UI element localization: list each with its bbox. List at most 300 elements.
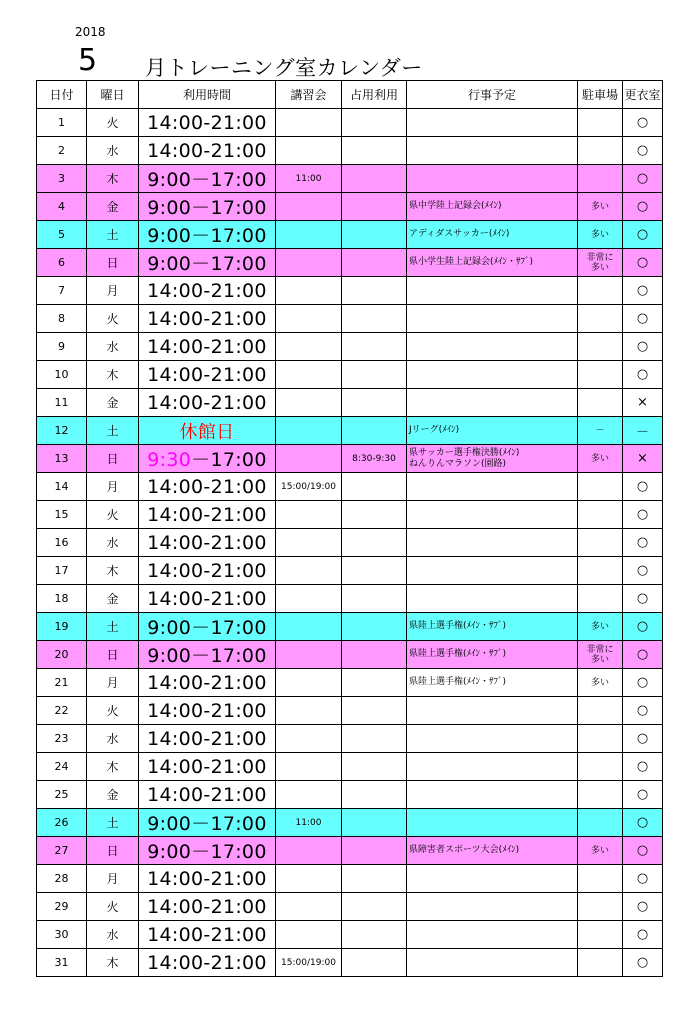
hours-cell: 9:00－17:00	[139, 809, 276, 837]
date-cell: 14	[37, 473, 87, 501]
parking-cell: －	[578, 417, 623, 445]
locker-cell: ○	[623, 949, 663, 977]
page-title: 月トレーニング室カレンダー	[145, 56, 423, 80]
event-cell	[407, 809, 578, 837]
lecture-cell	[276, 865, 342, 893]
locker-cell: ○	[623, 669, 663, 697]
hours-cell: 14:00-21:00	[139, 333, 276, 361]
locker-cell: ○	[623, 193, 663, 221]
locker-cell: ○	[623, 837, 663, 865]
date-cell: 6	[37, 249, 87, 277]
table-row	[37, 921, 663, 949]
occupied-cell	[342, 109, 407, 137]
hours-cell: 9:00－17:00	[139, 193, 276, 221]
parking-cell	[578, 585, 623, 613]
date-cell: 25	[37, 781, 87, 809]
table-row	[37, 305, 663, 333]
lecture-cell: 15:00/19:00	[276, 473, 342, 501]
event-cell	[407, 501, 578, 529]
locker-cell: ○	[623, 697, 663, 725]
event-cell	[407, 249, 578, 277]
date-cell: 5	[37, 221, 87, 249]
locker-cell: ○	[623, 613, 663, 641]
col-date: 日付	[37, 81, 87, 109]
table-row	[37, 529, 663, 557]
date-cell: 2	[37, 137, 87, 165]
hours-cell: 9:00－17:00	[139, 165, 276, 193]
date-cell: 19	[37, 613, 87, 641]
closed-label: 休館日	[179, 421, 235, 443]
occupied-cell	[342, 613, 407, 641]
weekday-cell: 火	[87, 893, 139, 921]
table-row	[37, 389, 663, 417]
locker-cell: ○	[623, 781, 663, 809]
locker-cell: ○	[623, 921, 663, 949]
event-text: 県小学生陸上記録会(ﾒｲﾝ・ｻﾌﾞ)	[409, 257, 534, 267]
occupied-cell	[342, 277, 407, 305]
weekday-cell: 木	[87, 165, 139, 193]
table-row	[37, 669, 663, 697]
parking-cell: 多い	[578, 837, 623, 865]
year-label: 2018	[75, 25, 106, 39]
occupied-cell	[342, 473, 407, 501]
hours-end: －17:00	[191, 449, 267, 471]
hours-cell	[139, 417, 276, 445]
event-cell	[407, 333, 578, 361]
occupied-cell	[342, 697, 407, 725]
lecture-cell	[276, 109, 342, 137]
occupied-cell	[342, 137, 407, 165]
hours-cell: 9:00－17:00	[139, 613, 276, 641]
weekday-cell: 日	[87, 837, 139, 865]
weekday-cell: 水	[87, 137, 139, 165]
hours-cell: 14:00-21:00	[139, 109, 276, 137]
lecture-cell: 11:00	[276, 809, 342, 837]
lecture-cell	[276, 501, 342, 529]
occupied-cell	[342, 165, 407, 193]
locker-cell: ○	[623, 893, 663, 921]
table-row	[37, 809, 663, 837]
weekday-cell: 金	[87, 389, 139, 417]
parking-cell	[578, 893, 623, 921]
table-row	[37, 165, 663, 193]
col-hours: 利用時間	[139, 81, 276, 109]
month-number: 5	[78, 43, 98, 78]
occupied-cell: 8:30-9:30	[342, 445, 407, 473]
table-row	[37, 557, 663, 585]
event-text: 県陸上選手権(ﾒｲﾝ・ｻﾌﾞ)	[409, 677, 507, 687]
event-text: 県陸上選手権(ﾒｲﾝ・ｻﾌﾞ)	[409, 621, 507, 631]
table-row	[37, 613, 663, 641]
weekday-cell: 月	[87, 865, 139, 893]
event-cell	[407, 753, 578, 781]
event-cell	[407, 949, 578, 977]
table-row	[37, 753, 663, 781]
col-lecture: 講習会	[276, 81, 342, 109]
parking-cell	[578, 921, 623, 949]
parking-cell	[578, 501, 623, 529]
weekday-cell: 水	[87, 725, 139, 753]
parking-cell: 多い	[578, 445, 623, 473]
weekday-cell: 日	[87, 641, 139, 669]
parking-cell	[578, 753, 623, 781]
table-row	[37, 725, 663, 753]
table-row	[37, 697, 663, 725]
date-cell: 12	[37, 417, 87, 445]
event-cell	[407, 697, 578, 725]
calendar-table	[36, 80, 663, 977]
lecture-cell	[276, 641, 342, 669]
parking-cell: 非常に 多い	[578, 641, 623, 669]
lecture-cell	[276, 669, 342, 697]
locker-cell: ×	[623, 389, 663, 417]
table-row	[37, 193, 663, 221]
lecture-cell: 15:00/19:00	[276, 949, 342, 977]
event-text: アディダスサッカー(ﾒｲﾝ)	[409, 229, 510, 239]
parking-cell	[578, 949, 623, 977]
occupied-cell	[342, 865, 407, 893]
locker-cell: ○	[623, 809, 663, 837]
parking-cell	[578, 361, 623, 389]
lecture-cell	[276, 753, 342, 781]
locker-cell: ○	[623, 725, 663, 753]
parking-cell: 非常に 多い	[578, 249, 623, 277]
weekday-cell: 火	[87, 501, 139, 529]
locker-cell: ○	[623, 277, 663, 305]
table-row	[37, 137, 663, 165]
occupied-cell	[342, 585, 407, 613]
lecture-cell	[276, 221, 342, 249]
hours-cell: 9:00－17:00	[139, 221, 276, 249]
table-row	[37, 949, 663, 977]
weekday-cell: 木	[87, 361, 139, 389]
lecture-cell	[276, 277, 342, 305]
event-cell	[407, 529, 578, 557]
occupied-cell	[342, 781, 407, 809]
hours-cell: 9:00－17:00	[139, 641, 276, 669]
hours-cell: 14:00-21:00	[139, 697, 276, 725]
weekday-cell: 月	[87, 669, 139, 697]
occupied-cell	[342, 193, 407, 221]
event-cell	[407, 921, 578, 949]
lecture-cell	[276, 305, 342, 333]
parking-cell: 多い	[578, 193, 623, 221]
occupied-cell	[342, 557, 407, 585]
locker-cell: ○	[623, 865, 663, 893]
occupied-cell	[342, 893, 407, 921]
lecture-cell	[276, 529, 342, 557]
table-row	[37, 473, 663, 501]
event-cell	[407, 893, 578, 921]
lecture-cell	[276, 585, 342, 613]
date-cell: 24	[37, 753, 87, 781]
occupied-cell	[342, 809, 407, 837]
table-row	[37, 361, 663, 389]
event-cell	[407, 725, 578, 753]
weekday-cell: 火	[87, 697, 139, 725]
lecture-cell	[276, 893, 342, 921]
date-cell: 18	[37, 585, 87, 613]
weekday-cell: 金	[87, 781, 139, 809]
parking-cell	[578, 137, 623, 165]
weekday-cell: 日	[87, 249, 139, 277]
lecture-cell	[276, 193, 342, 221]
weekday-cell: 水	[87, 333, 139, 361]
hours-start-highlight: 9:30	[147, 449, 192, 471]
hours-cell: 14:00-21:00	[139, 557, 276, 585]
weekday-cell: 火	[87, 109, 139, 137]
weekday-cell: 木	[87, 949, 139, 977]
lecture-cell	[276, 333, 342, 361]
event-cell	[407, 193, 578, 221]
hours-cell: 14:00-21:00	[139, 781, 276, 809]
date-cell: 10	[37, 361, 87, 389]
table-row	[37, 249, 663, 277]
lecture-cell	[276, 725, 342, 753]
lecture-cell	[276, 613, 342, 641]
hours-cell: 14:00-21:00	[139, 501, 276, 529]
date-cell: 21	[37, 669, 87, 697]
locker-cell: ○	[623, 361, 663, 389]
occupied-cell	[342, 669, 407, 697]
date-cell: 29	[37, 893, 87, 921]
locker-cell: ○	[623, 557, 663, 585]
lecture-cell	[276, 361, 342, 389]
weekday-cell: 火	[87, 305, 139, 333]
event-cell	[407, 641, 578, 669]
weekday-cell: 水	[87, 529, 139, 557]
table-row	[37, 501, 663, 529]
table-row	[37, 333, 663, 361]
hours-cell: 14:00-21:00	[139, 529, 276, 557]
parking-cell	[578, 697, 623, 725]
hours-cell: 9:00－17:00	[139, 249, 276, 277]
hours-cell: 14:00-21:00	[139, 669, 276, 697]
weekday-cell: 土	[87, 221, 139, 249]
col-event: 行事予定	[407, 81, 578, 109]
hours-cell: 14:00-21:00	[139, 725, 276, 753]
hours-cell: 14:00-21:00	[139, 277, 276, 305]
event-text: 県サッカー選手権決勝(ﾒｲﾝ)	[409, 447, 520, 458]
date-cell: 3	[37, 165, 87, 193]
hours-cell: 14:00-21:00	[139, 585, 276, 613]
event-cell	[407, 781, 578, 809]
date-cell: 15	[37, 501, 87, 529]
locker-cell: ○	[623, 305, 663, 333]
weekday-cell: 土	[87, 613, 139, 641]
parking-cell: 多い	[578, 669, 623, 697]
date-cell: 4	[37, 193, 87, 221]
hours-cell: 14:00-21:00	[139, 137, 276, 165]
date-cell: 11	[37, 389, 87, 417]
parking-cell	[578, 557, 623, 585]
event-cell	[407, 585, 578, 613]
locker-cell: ○	[623, 333, 663, 361]
locker-cell: ○	[623, 109, 663, 137]
parking-cell	[578, 389, 623, 417]
hours-cell: 14:00-21:00	[139, 893, 276, 921]
locker-cell: ○	[623, 221, 663, 249]
locker-cell: ○	[623, 137, 663, 165]
event-cell	[407, 613, 578, 641]
locker-cell: －	[623, 417, 663, 445]
lecture-cell	[276, 837, 342, 865]
locker-cell: ○	[623, 249, 663, 277]
table-row	[37, 641, 663, 669]
event-cell	[407, 445, 578, 473]
hours-cell: 14:00-21:00	[139, 865, 276, 893]
weekday-cell: 金	[87, 585, 139, 613]
date-cell: 8	[37, 305, 87, 333]
event-cell	[407, 865, 578, 893]
lecture-cell	[276, 557, 342, 585]
event-text: 県中学陸上記録会(ﾒｲﾝ)	[409, 201, 502, 211]
lecture-cell: 11:00	[276, 165, 342, 193]
table-row	[37, 893, 663, 921]
date-cell: 22	[37, 697, 87, 725]
parking-cell	[578, 165, 623, 193]
event-cell	[407, 277, 578, 305]
event-cell	[407, 389, 578, 417]
occupied-cell	[342, 949, 407, 977]
lecture-cell	[276, 921, 342, 949]
occupied-cell	[342, 417, 407, 445]
lecture-cell	[276, 445, 342, 473]
col-locker: 更衣室	[623, 81, 663, 109]
locker-cell: ○	[623, 529, 663, 557]
occupied-cell	[342, 921, 407, 949]
weekday-cell: 月	[87, 473, 139, 501]
occupied-cell	[342, 389, 407, 417]
col-occupied: 占用利用	[342, 81, 407, 109]
date-cell: 31	[37, 949, 87, 977]
locker-cell: ○	[623, 753, 663, 781]
table-row	[37, 221, 663, 249]
table-row	[37, 585, 663, 613]
weekday-cell: 日	[87, 445, 139, 473]
locker-cell: ○	[623, 165, 663, 193]
hours-cell: 9:00－17:00	[139, 837, 276, 865]
occupied-cell	[342, 725, 407, 753]
parking-cell	[578, 725, 623, 753]
parking-cell	[578, 473, 623, 501]
event-cell	[407, 137, 578, 165]
date-cell: 16	[37, 529, 87, 557]
weekday-cell: 土	[87, 809, 139, 837]
date-cell: 9	[37, 333, 87, 361]
table-row	[37, 781, 663, 809]
lecture-cell	[276, 389, 342, 417]
event-cell	[407, 417, 578, 445]
parking-cell	[578, 109, 623, 137]
event-cell	[407, 557, 578, 585]
weekday-cell: 土	[87, 417, 139, 445]
lecture-cell	[276, 249, 342, 277]
event-cell	[407, 837, 578, 865]
locker-cell: ○	[623, 641, 663, 669]
event-text-secondary: ねんりんマラソン(園路)	[409, 458, 507, 469]
lecture-cell	[276, 781, 342, 809]
parking-cell	[578, 865, 623, 893]
event-text: Jリーグ(ﾒｲﾝ)	[409, 425, 460, 435]
date-cell: 26	[37, 809, 87, 837]
parking-cell	[578, 781, 623, 809]
col-weekday: 曜日	[87, 81, 139, 109]
locker-cell: ○	[623, 473, 663, 501]
table-row	[37, 445, 663, 473]
hours-cell: 14:00-21:00	[139, 473, 276, 501]
date-cell: 17	[37, 557, 87, 585]
event-cell	[407, 109, 578, 137]
occupied-cell	[342, 501, 407, 529]
parking-cell	[578, 333, 623, 361]
occupied-cell	[342, 221, 407, 249]
weekday-cell: 金	[87, 193, 139, 221]
date-cell: 27	[37, 837, 87, 865]
occupied-cell	[342, 529, 407, 557]
date-cell: 13	[37, 445, 87, 473]
event-cell	[407, 305, 578, 333]
event-cell	[407, 473, 578, 501]
event-cell	[407, 669, 578, 697]
occupied-cell	[342, 361, 407, 389]
locker-cell: ○	[623, 501, 663, 529]
locker-cell: ○	[623, 585, 663, 613]
table-row	[37, 837, 663, 865]
occupied-cell	[342, 333, 407, 361]
table-row	[37, 277, 663, 305]
event-cell	[407, 361, 578, 389]
hours-cell: 14:00-21:00	[139, 305, 276, 333]
weekday-cell: 水	[87, 921, 139, 949]
locker-cell: ×	[623, 445, 663, 473]
table-row	[37, 865, 663, 893]
weekday-cell: 月	[87, 277, 139, 305]
weekday-cell: 木	[87, 753, 139, 781]
hours-cell: 14:00-21:00	[139, 949, 276, 977]
date-cell: 23	[37, 725, 87, 753]
event-cell	[407, 165, 578, 193]
weekday-cell: 木	[87, 557, 139, 585]
parking-cell	[578, 809, 623, 837]
parking-cell	[578, 277, 623, 305]
date-cell: 30	[37, 921, 87, 949]
header-row	[37, 81, 663, 109]
table-row	[37, 417, 663, 445]
lecture-cell	[276, 697, 342, 725]
hours-cell: 14:00-21:00	[139, 753, 276, 781]
occupied-cell	[342, 641, 407, 669]
date-cell: 28	[37, 865, 87, 893]
lecture-cell	[276, 137, 342, 165]
hours-cell: 14:00-21:00	[139, 361, 276, 389]
parking-cell	[578, 529, 623, 557]
hours-cell: 14:00-21:00	[139, 921, 276, 949]
hours-cell	[139, 445, 276, 473]
parking-cell: 多い	[578, 613, 623, 641]
event-text: 県陸上選手権(ﾒｲﾝ・ｻﾌﾞ)	[409, 649, 507, 659]
occupied-cell	[342, 837, 407, 865]
lecture-cell	[276, 417, 342, 445]
hours-cell: 14:00-21:00	[139, 389, 276, 417]
occupied-cell	[342, 249, 407, 277]
date-cell: 1	[37, 109, 87, 137]
col-parking: 駐車場	[578, 81, 623, 109]
event-cell	[407, 221, 578, 249]
date-cell: 20	[37, 641, 87, 669]
parking-cell: 多い	[578, 221, 623, 249]
occupied-cell	[342, 753, 407, 781]
